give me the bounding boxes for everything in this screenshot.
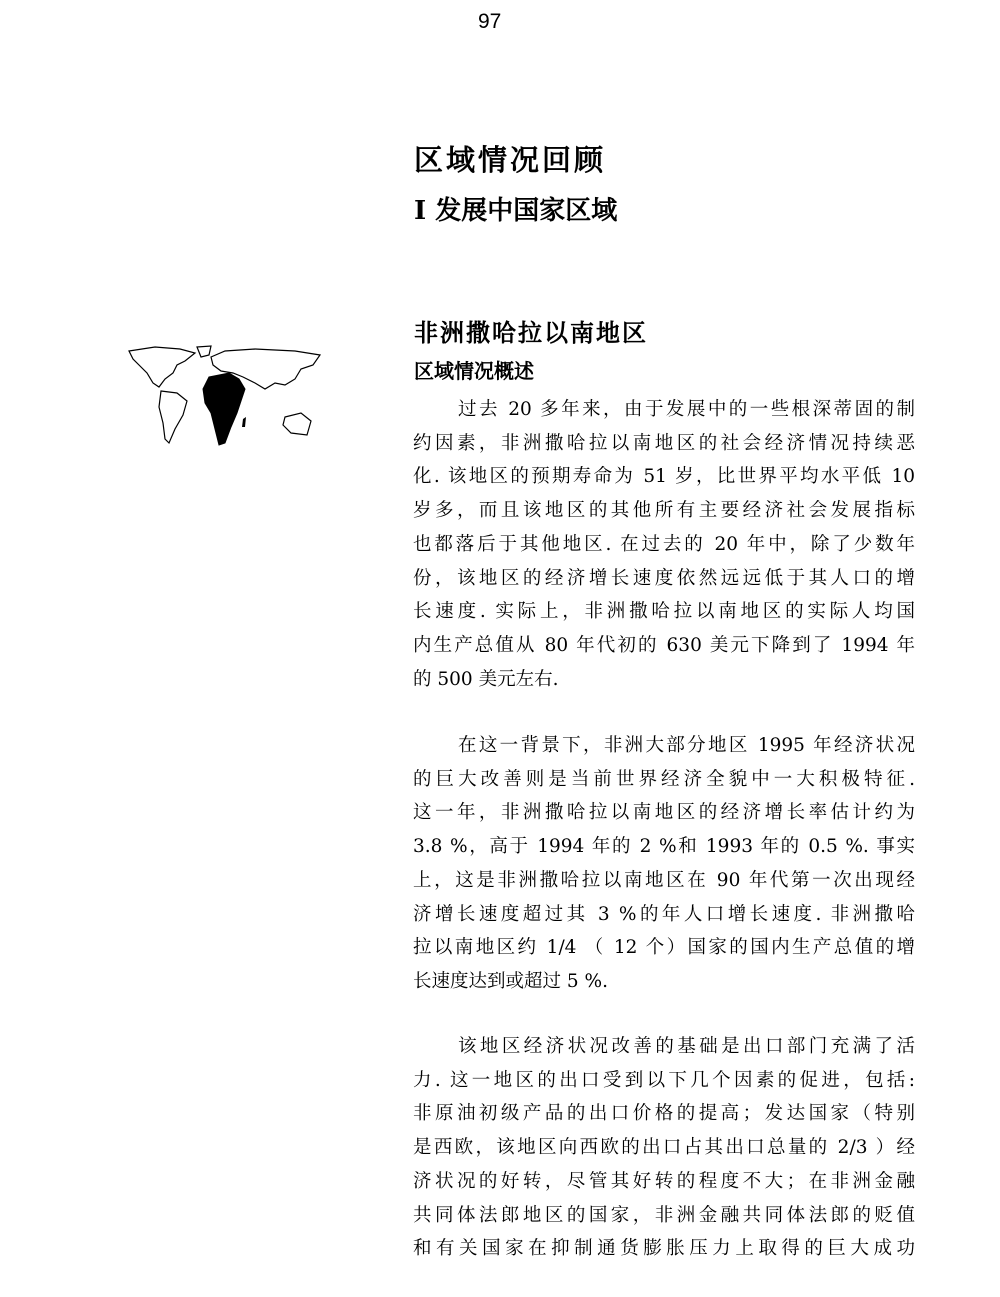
paragraph-line: 拉以南地区约 1/4 （ 12 个）国家的国内生产总值的增 bbox=[413, 937, 915, 959]
paragraph-line: 力. 这一地区的出口受到以下几个因素的促进，包括: bbox=[413, 1069, 915, 1091]
greenland-shape bbox=[197, 346, 211, 357]
paragraph-line: 非原油初级产品的出口价格的提高；发达国家（特别 bbox=[413, 1103, 915, 1125]
paragraph-line: 共同体法郎地区的国家，非洲金融共同体法郎的贬值 bbox=[413, 1204, 915, 1226]
section-heading: 区域情况概述 bbox=[414, 359, 534, 383]
paragraph-line: 长速度达到或超过 5 %. bbox=[413, 970, 608, 992]
paragraph-line: 济增长速度超过其 3 %的年人口增长速度. 非洲撒哈 bbox=[413, 903, 915, 925]
paragraph-line: 化. 该地区的预期寿命为 51 岁，比世界平均水平低 10 bbox=[413, 466, 915, 488]
paragraph-line: 过去 20 多年来，由于发展中的一些根深蒂固的制 bbox=[458, 399, 915, 420]
africa-shape bbox=[203, 373, 245, 445]
paragraph-line: 约因素，非洲撒哈拉以南地区的社会经济情况持续恶 bbox=[413, 432, 915, 454]
paragraph-line: 这一年，非洲撒哈拉以南地区的经济增长率估计约为 bbox=[413, 802, 915, 824]
paragraph-line: 内生产总值从 80 年代初的 630 美元下降到了 1994 年 bbox=[413, 634, 915, 656]
paragraph-line: 济状况的好转，尽管其好转的程度不大；在非洲金融 bbox=[413, 1170, 915, 1192]
paragraph-line: 该地区经济状况改善的基础是出口部门充满了活 bbox=[458, 1036, 915, 1057]
south-america-shape bbox=[159, 391, 187, 443]
paragraph-line: 的巨大改善则是当前世界经济全貌中一大积极特征. bbox=[413, 768, 915, 790]
north-america-shape bbox=[129, 347, 195, 387]
chapter-title: 区域情况回顾 bbox=[414, 143, 607, 177]
world-map-icon bbox=[125, 343, 325, 483]
paragraph-line: 也都落后于其他地区. 在过去的 20 年中，除了少数年 bbox=[413, 533, 915, 555]
paragraph-line: 岁多，而且该地区的其他所有主要经济社会发展指标 bbox=[413, 500, 915, 522]
australia-shape bbox=[283, 413, 311, 435]
paragraph-line: 在这一背景下，非洲大部分地区 1995 年经济状况 bbox=[458, 735, 915, 756]
paragraph-line: 的 500 美元左右. bbox=[413, 668, 559, 690]
region-heading: 非洲撒哈拉以南地区 bbox=[414, 318, 648, 347]
paragraph-line: 长速度. 实际上，非洲撒哈拉以南地区的实际人均国 bbox=[413, 601, 915, 623]
page-number: 97 bbox=[478, 10, 502, 33]
paragraph-line: 和有关国家在抑制通货膨胀压力上取得的巨大成功 bbox=[413, 1238, 915, 1260]
paragraph-line: 上，这是非洲撒哈拉以南地区在 90 年代第一次出现经 bbox=[413, 869, 915, 891]
chapter-subtitle: I 发展中国家区域 bbox=[414, 196, 618, 226]
paragraph-line: 份，该地区的经济增长速度依然远远低于其人口的增 bbox=[413, 567, 915, 589]
paragraph-line: 是西欧，该地区向西欧的出口占其出口总量的 2/3 ）经 bbox=[413, 1137, 915, 1159]
paragraph-line: 3.8 %，高于 1994 年的 2 %和 1993 年的 0.5 %. 事实 bbox=[413, 836, 915, 858]
